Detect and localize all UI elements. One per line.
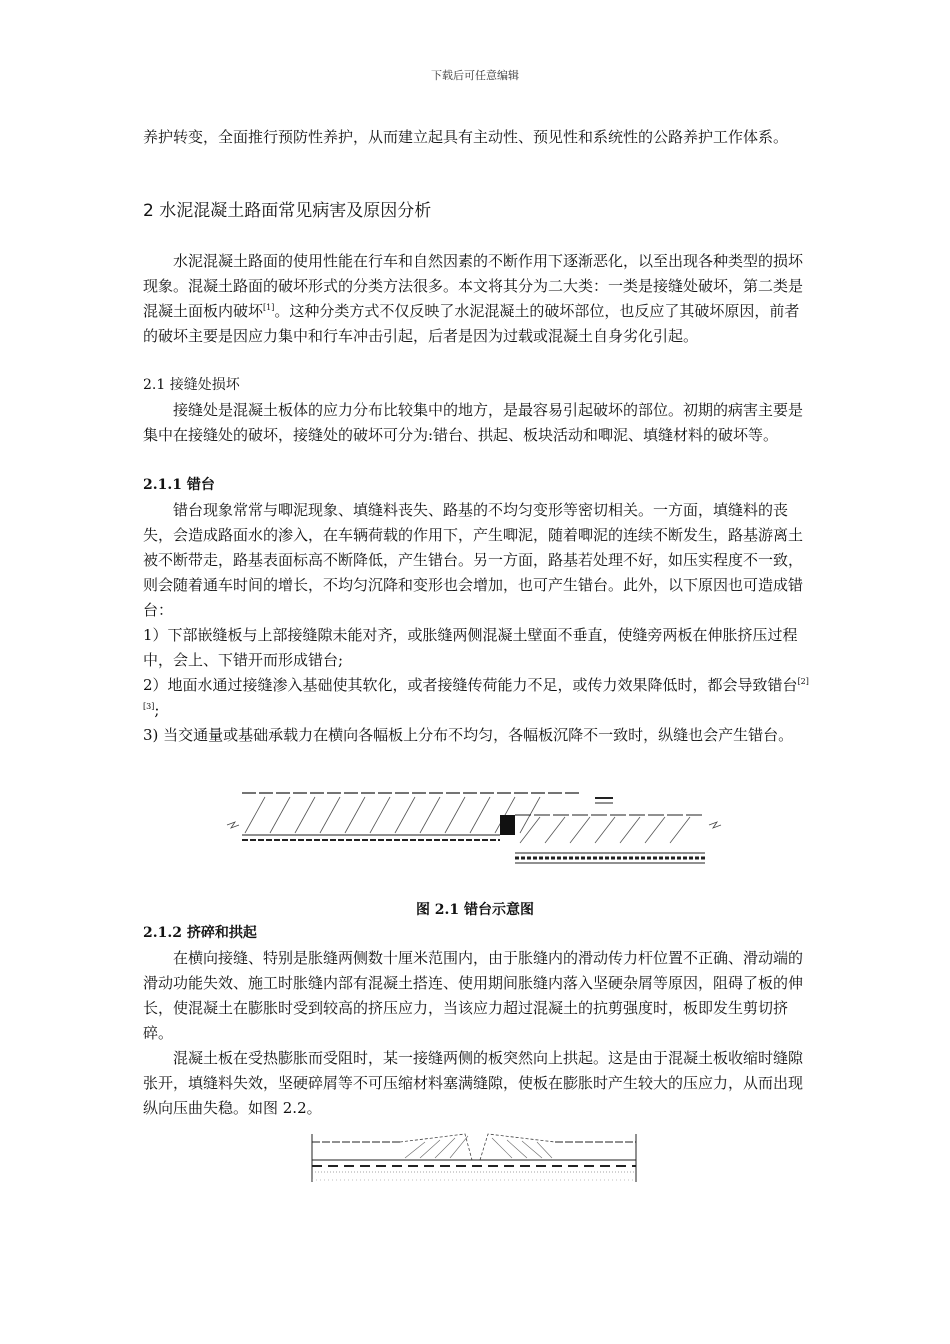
section-2-paragraph <box>143 249 811 349</box>
figure-2-1-caption: 图 2.1 错台示意图 <box>415 902 535 918</box>
section-2-1-2-paragraph-1: 在横向接缝、特别是胀缝两侧数十厘米范围内，由于胀缝内的滑动传力杆位置不正确、滑动端的滑动功能失效、施工时胀缝内部有混凝土搭连、使用期间胀缝内落入坚硬杂屑等原因，阻碍了板的伸长，使混凝土在膨胀时受到较高的挤压应力，当该应力超过混凝土的抗剪强度时，板即发生剪切挤碎。 <box>143 949 804 1042</box>
faulting-diagram <box>225 785 725 870</box>
section-2-1-block <box>143 374 811 448</box>
list-item-2-text: 2）地面水通过接缝渗入基础使其软化，或者接缝传荷能力不足，或传力效果降低时，都会导致错台 <box>143 676 798 694</box>
intro-paragraph: 养护转变，全面推行预防性养护，从而建立起具有主动性、预见性和系统性的公路养护工作体系。 <box>143 128 789 146</box>
page-header: 下载后可任意编辑 <box>431 69 519 82</box>
section-2-block <box>143 199 811 224</box>
citation-ref: [1] <box>263 303 275 312</box>
section-2-1-1-paragraph: 错台现象常常与唧泥现象、填缝料丧失、路基的不均匀变形等密切相关。一方面，填缝料的丧失，会造成路面水的渗入，在车辆荷载的作用下，产生唧泥，随着唧泥的连续不断发生，路基游离土被不断带走，路基表面标高不断降低，产生错台。另一方面，路基若处理不好，如压实程度不一致，则会随着通车时间的增长，不均匀沉降和变形也会增加，也可产生错台。此外，以下原因也可造成错台： <box>143 501 804 619</box>
section-2-1-title: 2.1 接缝处损坏 <box>143 377 240 393</box>
section-2-1-1-title: 2.1.1 错台 <box>143 477 215 493</box>
section-2-1-paragraph: 接缝处是混凝土板体的应力分布比较集中的地方，是最容易引起破坏的部位。初期的病害主要是集中在接缝处的破坏，接缝处的破坏可分为:错台、拱起、板块活动和唧泥、填缝材料的破坏等。 <box>143 401 804 444</box>
section-2-title: 2 水泥混凝土路面常见病害及原因分析 <box>143 201 432 221</box>
intro-block <box>143 125 811 150</box>
list-item-1: 1）下部嵌缝板与上部接缝隙未能对齐，或胀缝两侧混凝土壁面不垂直，使缝旁两板在伸胀挤压过程中，会上、下错开而形成错台; <box>143 626 798 669</box>
section-2-text-b: 。这种分类方式不仅反映了水泥混凝土的破坏部位，也反应了其破坏原因，前者的破坏主要是因应力集中和行车冲击引起，后者是因为过载或混凝土自身劣化引起。 <box>143 302 800 345</box>
section-2-1-1-block <box>143 474 811 748</box>
list-item-2 <box>143 673 811 723</box>
section-2-1-2-paragraph-2: 混凝土板在受热膨胀而受阻时，某一接缝两侧的板突然向上拱起。这是由于混凝土板收缩时缝隙张开，填缝料失效，坚硬碎屑等不可压缩材料塞满缝隙，使板在膨胀时产生较大的压应力，从而出现纵向压曲失稳。如图 2.2。 <box>143 1049 804 1117</box>
list-item-2-end: ; <box>154 701 160 719</box>
section-2-text-a: 水泥混凝土路面的使用性能在行车和自然因素的不断作用下逐渐恶化，以至出现各种类型的损坏现象。混凝土路面的破坏形式的分类方法很多。本文将其分为二大类：一类是接缝处破坏，第二类是混凝土面板内破坏 <box>143 252 804 320</box>
section-2-1-2-block <box>143 922 811 1121</box>
list-item-3: 3) 当交通量或基础承载力在横向各幅板上分布不均匀，各幅板沉降不一致时，纵缝也会产生错台。 <box>143 726 794 744</box>
section-2-body <box>143 249 811 349</box>
blowup-diagram <box>300 1130 650 1185</box>
section-2-1-2-title: 2.1.2 挤碎和拱起 <box>143 925 257 941</box>
citation-ref: [2][3] <box>143 677 809 711</box>
